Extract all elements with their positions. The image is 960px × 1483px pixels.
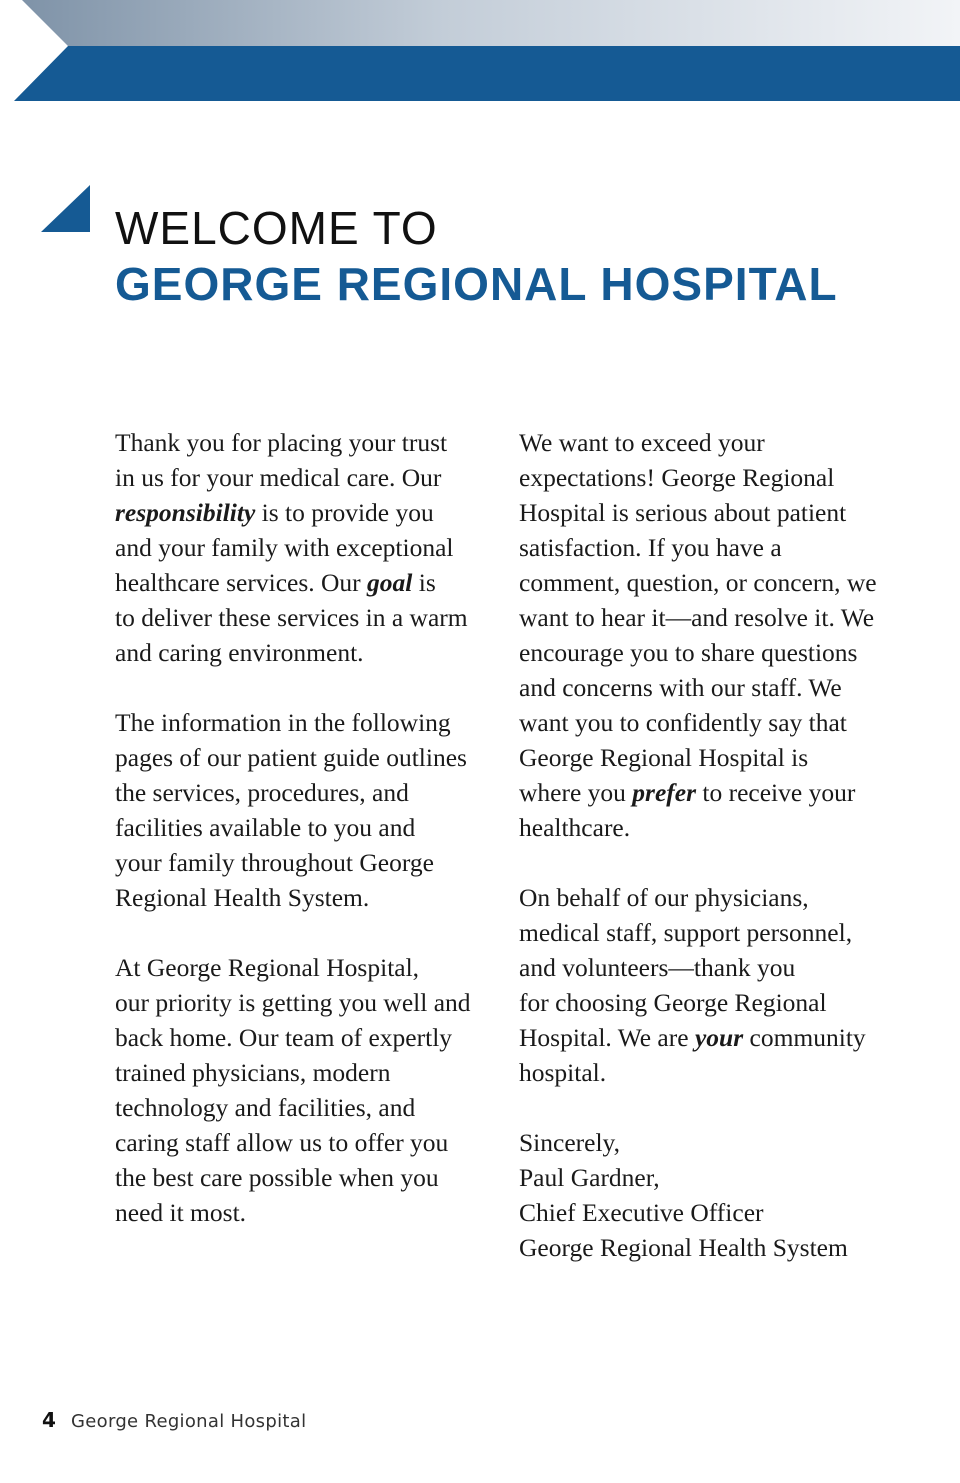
text-line [519,1020,909,1055]
text-line [115,565,495,600]
title-line-1: WELCOME TO [115,202,438,254]
corner-triangle-icon [40,183,92,233]
paragraph-thank-you [519,880,909,1090]
text-line: and concerns with our staff. We [519,673,842,702]
signer-name: Paul Gardner, [519,1163,660,1192]
banner-light-band [22,0,960,46]
text-line: hospital. [519,1058,607,1087]
text-line: and your family with exceptional [115,533,454,562]
text-line: healthcare. [519,813,631,842]
text-line: and caring environment. [115,638,364,667]
signer-organization: George Regional Health System [519,1233,848,1262]
text-line: to deliver these services in a warm [115,603,468,632]
text-line: the services, procedures, and [115,778,409,807]
header-banner [0,0,960,110]
text-line: need it most. [115,1198,247,1227]
emphasis-goal: goal [367,568,413,597]
text-line: At George Regional Hospital, [115,953,420,982]
text-span: to receive your [696,778,856,807]
text-line: satisfaction. If you have a [519,533,782,562]
text-line: Hospital is serious about patient [519,498,847,527]
text-line: and volunteers—thank you [519,953,796,982]
title-line-2: GEORGE REGIONAL HOSPITAL [115,258,838,310]
text-line: technology and facilities, and [115,1093,416,1122]
text-line: caring staff allow us to offer you [115,1128,449,1157]
paragraph-trust [115,425,495,670]
closing: Sincerely, [519,1128,621,1157]
text-line: the best care possible when you [115,1163,439,1192]
emphasis-responsibility: responsibility [115,498,256,527]
text-line [519,775,909,810]
text-line: want to hear it—and resolve it. We [519,603,875,632]
text-line [115,495,495,530]
text-line: facilities available to you and [115,813,416,842]
signature-block [519,1125,909,1265]
text-span: is [412,568,436,597]
text-line: back home. Our team of expertly [115,1023,453,1052]
text-span: community [743,1023,866,1052]
emphasis-prefer: prefer [632,778,697,807]
text-span: is to provide you [255,498,434,527]
text-line: trained physicians, modern [115,1058,391,1087]
text-line: George Regional Hospital is [519,743,809,772]
page-title [115,200,838,312]
left-column [115,425,495,1265]
text-line: in us for your medical care. Our [115,463,442,492]
page-footer [42,1408,306,1432]
text-line: expectations! George Regional [519,463,835,492]
right-column [519,425,909,1300]
paragraph-information [115,705,495,915]
signer-title: Chief Executive Officer [519,1198,764,1227]
emphasis-your: your [694,1023,744,1052]
paragraph-expectations [519,425,909,845]
text-line: for choosing George Regional [519,988,827,1017]
text-span: Hospital. We are [519,1023,695,1052]
publication-name: George Regional Hospital [71,1411,307,1432]
text-line: your family throughout George [115,848,434,877]
banner-dark-band [14,46,960,101]
text-line: Regional Health System. [115,883,370,912]
text-line: encourage you to share questions [519,638,858,667]
text-line: We want to exceed your [519,428,765,457]
text-span: healthcare services. Our [115,568,368,597]
text-line: Thank you for placing your trust [115,428,448,457]
text-line: want you to confidently say that [519,708,847,737]
page-number: 4 [42,1408,56,1432]
text-line: pages of our patient guide outlines [115,743,467,772]
text-line: On behalf of our physicians, [519,883,809,912]
text-line: The information in the following [115,708,451,737]
text-span: where you [519,778,633,807]
text-line: medical staff, support personnel, [519,918,853,947]
text-line: comment, question, or concern, we [519,568,877,597]
text-line: our priority is getting you well and [115,988,471,1017]
paragraph-priority [115,950,495,1230]
